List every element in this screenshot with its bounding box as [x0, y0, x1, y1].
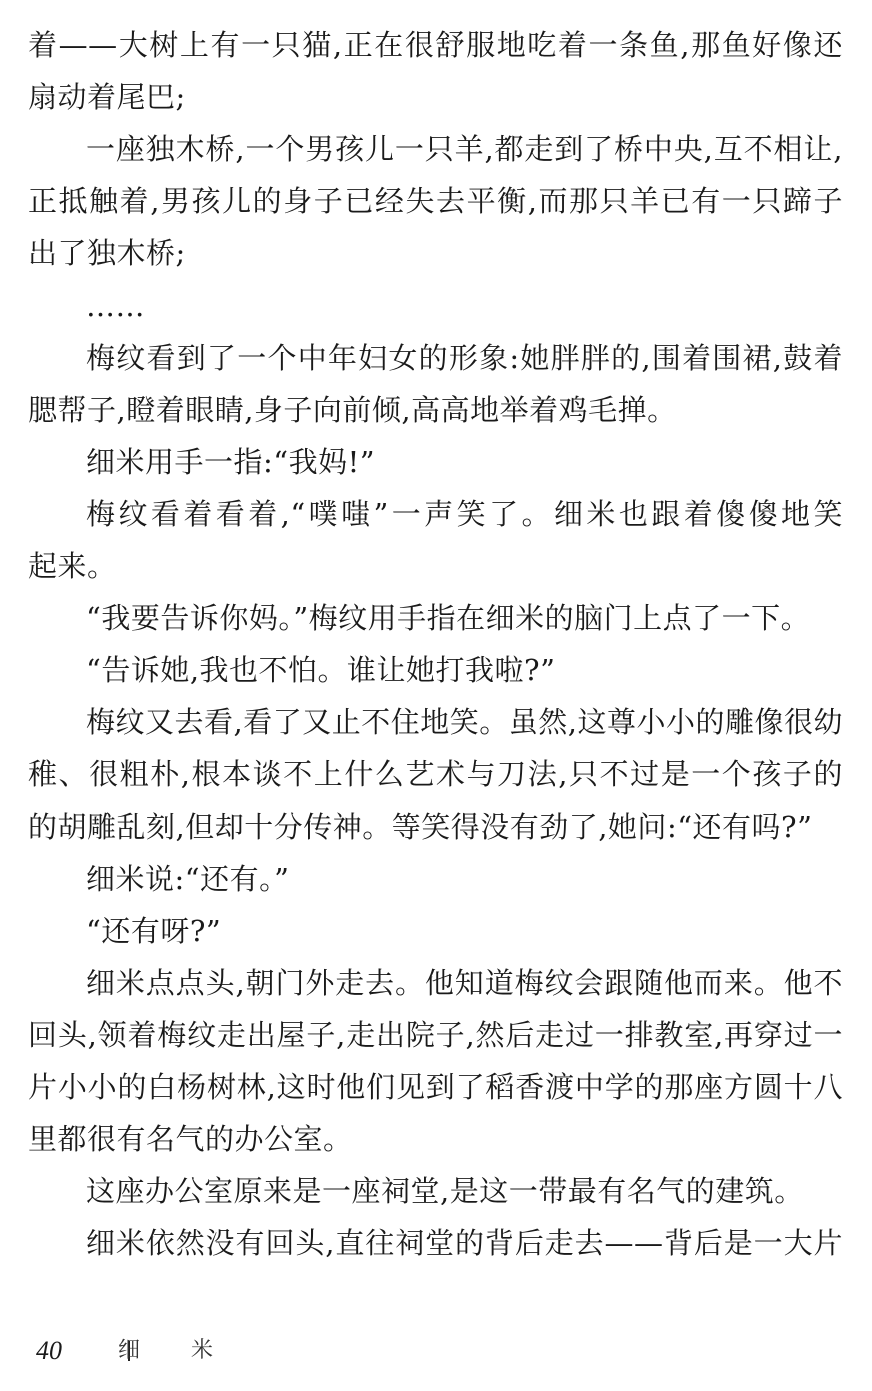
text-line: 起来。 — [28, 549, 117, 583]
text-line: 稚、很粗朴,根本谈不上什么艺术与刀法,只不过是一个孩子的 — [28, 757, 843, 792]
text-line: 着——大树上有一只猫,正在很舒服地吃着一条鱼,那鱼好像还 — [28, 28, 843, 62]
text-line: 细米依然没有回头,直往祠堂的背后走去——背后是一大片 — [86, 1226, 843, 1261]
text-line: 这座办公室原来是一座祠堂,是这一带最有名气的建筑。 — [86, 1174, 804, 1209]
text-line: “还有呀?” — [86, 913, 222, 948]
text-line: 梅纹看着看着,“噗嗤”一声笑了。细米也跟着傻傻地笑 — [86, 496, 843, 531]
text-line: 的胡雕乱刻,但却十分传神。等笑得没有劲了,她问:“还有吗?” — [28, 809, 813, 844]
text-line: 细米用手一指:“我妈!” — [86, 444, 376, 479]
text-line: 片小小的白杨树林,这时他们见到了稻香渡中学的那座方圆十八 — [28, 1070, 843, 1104]
text-line: 细米点点头,朝门外走去。他知道梅纹会跟随他而来。他不 — [86, 965, 843, 1000]
book-title: 细 米 — [118, 1338, 235, 1363]
text-line: 腮帮子,瞪着眼睛,身子向前倾,高高地举着鸡毛掸。 — [28, 392, 677, 427]
text-line: 细米说:“还有。” — [86, 861, 290, 896]
text-line: 里都很有名气的办公室。 — [28, 1122, 353, 1157]
text-line: …… — [86, 288, 145, 323]
text-line: 正抵触着,男孩儿的身子已经失去平衡,而那只羊已有一只蹄子 — [28, 184, 843, 219]
text-line: 梅纹又去看,看了又止不住地笑。虽然,这尊小小的雕像很幼 — [86, 705, 843, 740]
text-line: 梅纹看到了一个中年妇女的形象:她胖胖的,围着围裙,鼓着 — [86, 340, 843, 375]
text-line: 一座独木桥,一个男孩儿一只羊,都走到了桥中央,互不相让, — [86, 132, 843, 167]
text-line: 出了独木桥; — [28, 236, 186, 271]
text-line: 扇动着尾巴; — [28, 80, 186, 115]
text-line: “告诉她,我也不怕。谁让她打我啦?” — [86, 653, 556, 688]
text-line: “我要告诉你妈。”梅纹用手指在细米的脑门上点了一下。 — [86, 601, 811, 636]
page-number: 40 — [36, 1336, 62, 1365]
text-line: 回头,领着梅纹走出屋子,走出院子,然后走过一排教室,再穿过一 — [28, 1017, 843, 1052]
